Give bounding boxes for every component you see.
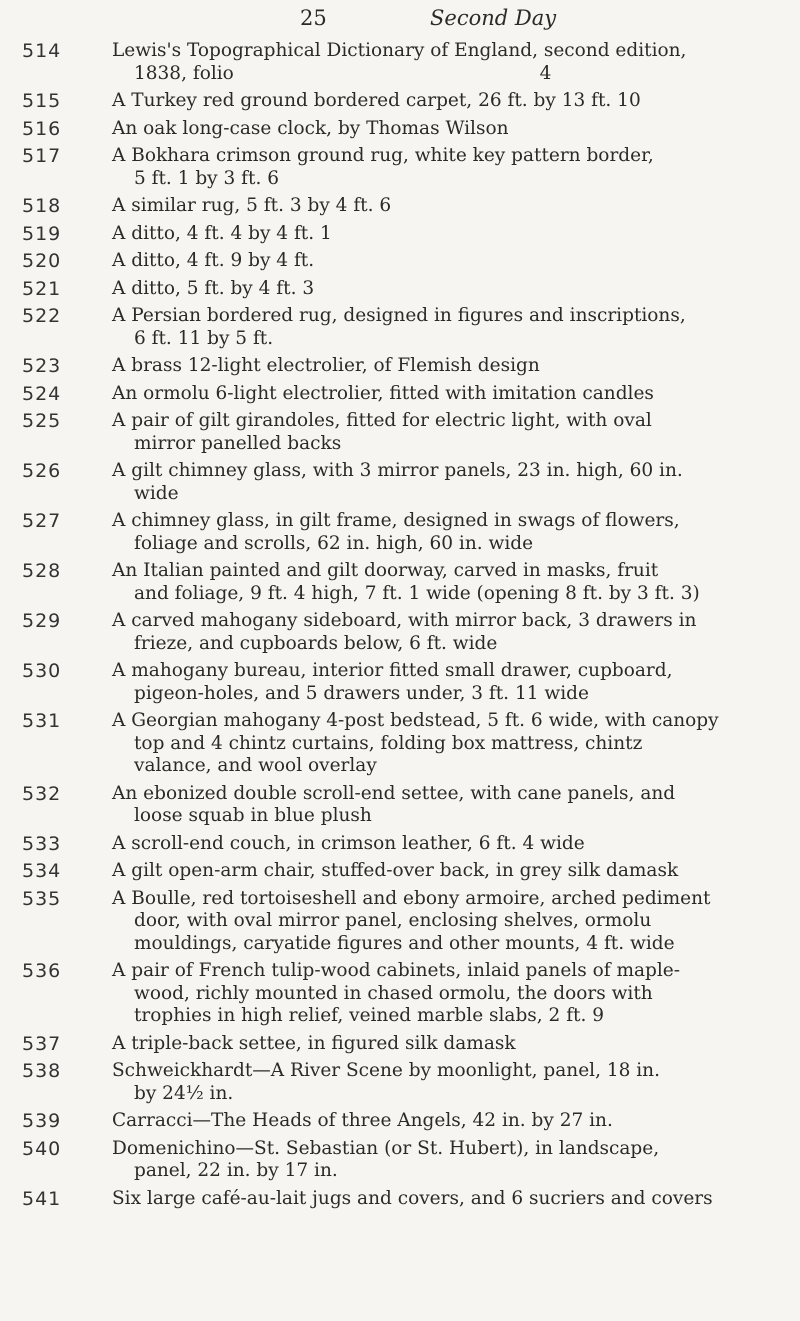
lot-description-line: pigeon-holes, and 5 drawers under, 3 ft. 11 wide	[134, 682, 589, 704]
lot-number: 535	[22, 887, 62, 910]
day-label: Second Day	[430, 6, 557, 30]
lot-description	[112, 223, 752, 246]
lot-description-line: An ebonized double scroll-end settee, with cane panels, and	[112, 782, 676, 804]
lot-description-line: A brass 12-light electrolier, of Flemish design	[112, 355, 540, 376]
lot-number: 536	[22, 960, 62, 982]
lot-description	[112, 40, 752, 85]
lot-number: 539	[22, 1110, 62, 1132]
lot-description-line: A ditto, 5 ft. by 4 ft. 3	[112, 277, 315, 299]
lot-description-line: A Turkey red ground bordered carpet, 26 ft. by 13 ft. 10	[112, 90, 641, 111]
lot-number: 540	[22, 1137, 62, 1160]
lot-description-line: by 24½ in.	[134, 1082, 234, 1104]
lot-description-line: Six large café-au-lait jugs and covers, and 6 sucriers and covers	[112, 1187, 713, 1209]
lot-description	[112, 355, 752, 378]
lot-description	[112, 410, 752, 455]
page-header	[300, 4, 760, 36]
lot-description-line: A pair of gilt girandoles, fitted for electric light, with oval	[112, 410, 652, 431]
lot-description	[112, 560, 752, 605]
lot-number: 516	[22, 117, 62, 140]
lot-description	[112, 1033, 752, 1056]
lot-description-line: A Boulle, red tortoiseshell and ebony armoire, arched pediment	[112, 887, 711, 909]
lot-description	[112, 305, 752, 350]
lot-description	[112, 1060, 752, 1105]
lot-description	[112, 1188, 752, 1211]
lot-description	[112, 888, 752, 956]
lot-description	[112, 278, 752, 301]
lot-description-line: An oak long-case clock, by Thomas Wilson	[112, 117, 509, 139]
lot-description	[112, 510, 752, 555]
lot-description-line: A triple-back settee, in figured silk damask	[112, 1032, 516, 1054]
lot-description-line: An ormolu 6-light electrolier, fitted with imitation candles	[112, 382, 654, 404]
lot-description	[112, 460, 752, 505]
lot-number: 519	[22, 222, 62, 245]
lot-description	[112, 90, 752, 113]
lot-description-line: A gilt chimney glass, with 3 mirror panels, 23 in. high, 60 in.	[112, 460, 683, 481]
lot-description	[112, 118, 752, 141]
lot-description-line: A Georgian mahogany 4-post bedstead, 5 ft. 6 wide, with canopy	[112, 710, 719, 731]
lot-number: 527	[22, 510, 62, 532]
lot-number: 518	[22, 195, 62, 217]
lot-description-line: Domenichino—St. Sebastian (or St. Hubert), in landscape,	[112, 1137, 660, 1159]
lot-description-line: panel, 22 in. by 17 in.	[134, 1160, 338, 1181]
lot-number: 524	[22, 382, 62, 405]
page-number: 25	[300, 6, 327, 30]
lot-number: 533	[22, 832, 62, 855]
lot-number: 514	[22, 40, 62, 62]
lot-description-line: and foliage, 9 ft. 4 high, 7 ft. 1 wide (opening 8 ft. by 3 ft. 3)	[134, 582, 700, 604]
lot-description-line: wood, richly mounted in chased ormolu, the doors with	[134, 982, 653, 1004]
lot-number: 517	[22, 145, 62, 167]
lot-number: 529	[22, 610, 62, 632]
lot-description-line: A ditto, 4 ft. 4 by 4 ft. 1	[112, 222, 332, 244]
lot-number: 520	[22, 250, 62, 272]
lot-number: 532	[22, 782, 62, 805]
lot-number: 528	[22, 560, 62, 582]
lot-description-line: loose squab in blue plush	[134, 805, 372, 826]
lot-description-line: A scroll-end couch, in crimson leather, 6 ft. 4 wide	[112, 832, 585, 854]
lot-description	[112, 383, 752, 406]
lot-description-line: A carved mahogany sideboard, with mirror back, 3 drawers in	[112, 610, 697, 631]
lot-number: 534	[22, 860, 62, 882]
lot-number: 523	[22, 355, 62, 377]
lot-description-line: A mahogany bureau, interior fitted small drawer, cupboard,	[112, 660, 673, 681]
lot-number: 531	[22, 710, 62, 732]
lot-description-line: mirror panelled backs	[134, 432, 342, 454]
lot-number: 525	[22, 410, 62, 432]
lot-description-line: valance, and wool overlay	[134, 755, 377, 776]
lot-description-line: Carracci—The Heads of three Angels, 42 in. by 27 in.	[112, 1110, 613, 1131]
lot-description	[112, 1138, 752, 1183]
lot-description-line: A gilt open-arm chair, stuffed-over back, in grey silk damask	[112, 860, 679, 881]
lot-description	[112, 860, 752, 883]
lot-number: 522	[22, 305, 62, 327]
lot-description-line: frieze, and cupboards below, 6 ft. wide	[134, 632, 498, 654]
lot-description-line: mouldings, caryatide figures and other mounts, 4 ft. wide	[134, 932, 675, 954]
lot-number: 530	[22, 660, 62, 682]
lot-description	[112, 960, 752, 1028]
lot-description	[112, 660, 752, 705]
lot-description	[112, 1110, 752, 1133]
lot-description-line: 1838, folio 4	[134, 62, 552, 84]
lot-number: 515	[22, 90, 62, 112]
lot-description-line: A ditto, 4 ft. 9 by 4 ft.	[112, 250, 315, 271]
lot-number: 541	[22, 1187, 62, 1210]
lot-number: 537	[22, 1032, 62, 1055]
lot-number: 538	[22, 1060, 62, 1082]
lot-number: 526	[22, 460, 62, 482]
lot-description-line: 6 ft. 11 by 5 ft.	[134, 327, 274, 349]
lot-description-line: A chimney glass, in gilt frame, designed in swags of flowers,	[112, 510, 680, 531]
lot-description-line: top and 4 chintz curtains, folding box mattress, chintz	[134, 732, 643, 754]
lot-description-line: A Bokhara crimson ground rug, white key pattern border,	[112, 145, 654, 166]
lot-number: 521	[22, 277, 62, 300]
lot-description	[112, 195, 752, 218]
lot-description-line: door, with oval mirror panel, enclosing shelves, ormolu	[134, 910, 652, 931]
lot-description-line: A similar rug, 5 ft. 3 by 4 ft. 6	[112, 195, 392, 216]
lot-description	[112, 710, 752, 778]
lot-description-line: An Italian painted and gilt doorway, carved in masks, fruit	[112, 560, 659, 581]
lot-description-line: foliage and scrolls, 62 in. high, 60 in. wide	[134, 532, 534, 554]
lot-description-line: Schweickhardt—A River Scene by moonlight, panel, 18 in.	[112, 1060, 660, 1081]
lot-description-line: 5 ft. 1 by 3 ft. 6	[134, 167, 279, 189]
lot-description-line: A pair of French tulip-wood cabinets, inlaid panels of maple-	[112, 960, 680, 981]
lot-description	[112, 250, 752, 273]
lot-description	[112, 783, 752, 828]
lot-description-line: Lewis's Topographical Dictionary of England, second edition,	[112, 40, 687, 61]
lot-description	[112, 145, 752, 190]
lot-description-line: wide	[134, 482, 179, 504]
lot-description-line: A Persian bordered rug, designed in figures and inscriptions,	[112, 305, 686, 326]
lot-description	[112, 610, 752, 655]
lot-description-line: trophies in high relief, veined marble slabs, 2 ft. 9	[134, 1005, 605, 1026]
lot-description	[112, 833, 752, 856]
